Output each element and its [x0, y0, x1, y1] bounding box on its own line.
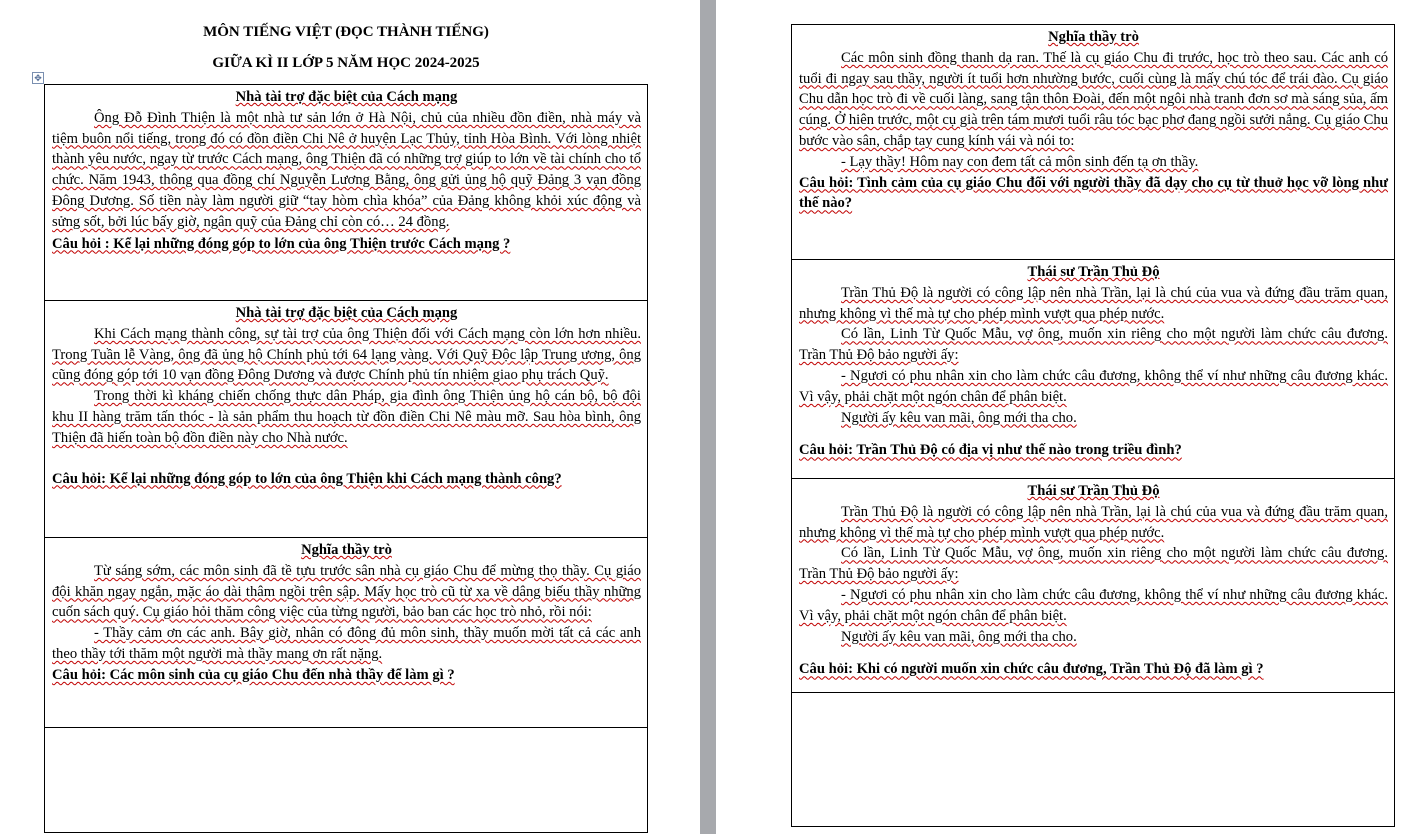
card-paragraph: - Ngươi có phu nhân xin cho làm chức câu đương, không thể ví như những câu đương khác. Vì vậy, phải chặt một ngón chân để phân biệt.: [799, 586, 1388, 624]
card-title: Nhà tài trợ đặc biệt của Cách mạng: [235, 305, 458, 321]
card-question: Câu hỏi: Kể lại những đóng góp to lớn của ông Thiện khi Cách mạng thành công?: [52, 470, 562, 487]
card-paragraph: Trần Thủ Độ là người có công lập nên nhà Trần, lại là chú của vua và đứng đầu trăm quan, nhưng không vì thế mà tự cho phép mình vượt qua phép nước.: [799, 284, 1388, 322]
card-question: Câu hỏi: Khi có người muốn xin chức câu đương, Trần Thủ Độ đã làm gì ?: [799, 661, 1264, 678]
card-paragraph: Từ sáng sớm, các môn sinh đã tề tựu trước sân nhà cụ giáo Chu để mừng thọ thầy. Cụ giáo đội khăn ngay ngắn, mặc áo dài thâm ngồi trên sập. Mấy học trò cũ từ xa về dâng biếu thầy những cuốn sách quý. Cụ giáo hỏi thăm công việc của từng người, bảo ban các học trò nhỏ, rồi nói:: [52, 562, 641, 621]
card-paragraph: Trong thời kì kháng chiến chống thực dân Pháp, gia đình ông Thiện ủng hộ cán bộ, bộ đội khu II hàng trăm tấn thóc - là sản phẩm thu hoạch từ đồn điền Chi Nê màu mỡ. Sau hòa bình, ông Thiện đã hiến toàn bộ đồn điền này cho Nhà nước.: [52, 388, 641, 446]
card-paragraph: Khi Cách mạng thành công, sự tài trợ của ông Thiện đối với Cách mạng còn lớn hơn nhiều. Trong Tuần lễ Vàng, ông đã ủng hộ Chính phủ tới 64 lạng vàng. Với Quỹ Độc lập Trung ương, ông cũng đóng góp tới 10 vạn đồng Đông Dương và được Chính phủ tín nhiệm giao phụ trách Quỹ.: [52, 325, 641, 384]
card-question: Câu hỏi : Kể lại những đóng góp to lớn của ông Thiện trước Cách mạng ?: [52, 235, 511, 252]
doc-title-line1: MÔN TIẾNG VIỆT (ĐỌC THÀNH TIẾNG): [203, 24, 489, 40]
card-paragraph: Có lần, Linh Từ Quốc Mẫu, vợ ông, muốn xin riêng cho một người làm chức câu đương. Trần Thủ Độ bảo người ấy:: [799, 326, 1388, 364]
right-page: [716, 0, 1418, 834]
card-paragraph: Người ấy kêu van mãi, ông mới tha cho.: [841, 409, 1077, 426]
card-right-3: [791, 478, 1395, 693]
card-paragraph: - Lạy thầy! Hôm nay con đem tất cả môn sinh đến tạ ơn thầy.: [841, 153, 1199, 170]
card-question: Câu hỏi: Trần Thủ Độ có địa vị như thế nào trong triều đình?: [799, 442, 1182, 459]
card-paragraph: - Thầy cảm ơn các anh. Bây giờ, nhân có đông đủ môn sinh, thầy muốn mời tất cả các anh theo thầy tới thăm một người mà thầy mang ơn rất nặng.: [52, 625, 641, 662]
card-paragraph: Người ấy kêu van mãi, ông mới tha cho.: [841, 628, 1077, 645]
card-title: Nghĩa thầy trò: [301, 542, 392, 558]
doc-title-line2: GIỮA KÌ II LỚP 5 NĂM HỌC 2024-2025: [212, 55, 480, 71]
card-paragraph: Ông Đỗ Đình Thiện là một nhà tư sản lớn ở Hà Nội, chủ của nhiều đồn điền, nhà máy và tiệm buôn nổi tiếng, trong đó có đồn điền Chi Nê ở huyện Lạc Thủy, tỉnh Hòa Bình. Với lòng nhiệt thành yêu nước, ngay từ trước Cách mạng, ông Thiện đã có những trợ giúp to lớn về tài chính cho tổ chức. Năm 1943, thông qua đồng chí Nguyễn Lương Bằng, ông gửi ủng hộ quỹ Đảng 3 vạn đồng Đông Dương. Số tiền này làm người giữ “tay hòm chìa khóa” của Đảng không khỏi xúc động và sửng sốt, bởi lúc bấy giờ, ngân quỹ của Đảng chỉ còn có… 24 đồng.: [52, 109, 641, 230]
table-move-handle-icon[interactable]: ✥: [32, 72, 44, 84]
card-paragraph: - Ngươi có phu nhân xin cho làm chức câu đương, không thể ví như những câu đương khác. Vì vậy, phải chặt một ngón chân để phân biệt.: [799, 367, 1388, 405]
card-left-3: [44, 537, 648, 728]
card-question: Câu hỏi: Các môn sinh của cụ giáo Chu đến nhà thầy để làm gì ?: [52, 666, 455, 683]
card-paragraph: Trần Thủ Độ là người có công lập nên nhà Trần, lại là chú của vua và đứng đầu trăm quan, nhưng không vì thế mà tự cho phép mình vượt qua phép nước.: [799, 503, 1388, 541]
card-title: Nghĩa thầy trò: [1048, 29, 1139, 45]
card-right-2: [791, 259, 1395, 479]
card-paragraph: Các môn sinh đồng thanh dạ ran. Thế là cụ giáo Chu đi trước, học trò theo sau. Các anh có tuổi đi ngay sau thầy, người ít tuổi hơn nhường bước, cuối cùng là mấy chú tóc để trái đào. Cụ giáo Chu dẫn học trò đi về cuối làng, sang tận thôn Đoài, đến một ngôi nhà tranh đơn sơ mà sáng sủa, ấm cúng. Ở hiên trước, một cụ già trên tám mươi tuổi râu tóc bạc phơ đang ngồi sưởi nắng. Cụ giáo Chu bước vào sân, chắp tay cung kính vái và nói to:: [799, 49, 1388, 149]
card-left-2: [44, 300, 648, 538]
card-question: Câu hỏi: Tình cảm của cụ giáo Chu đối với người thầy đã dạy cho cụ từ thuở học vỡ lòng như thế nào?: [799, 174, 1388, 212]
page-gutter: [700, 0, 716, 834]
card-title: Nhà tài trợ đặc biệt của Cách mạng: [235, 89, 458, 105]
card-paragraph: Có lần, Linh Từ Quốc Mẫu, vợ ông, muốn xin riêng cho một người làm chức câu đương. Trần Thủ Độ bảo người ấy:: [799, 545, 1388, 583]
card-left-empty: [44, 727, 648, 833]
card-title: Thái sư Trần Thủ Độ: [1027, 483, 1160, 499]
left-page: [0, 0, 700, 834]
card-left-1: [44, 84, 648, 301]
card-right-1: [791, 24, 1395, 260]
card-title: Thái sư Trần Thủ Độ: [1027, 264, 1160, 280]
card-right-empty: [791, 692, 1395, 827]
